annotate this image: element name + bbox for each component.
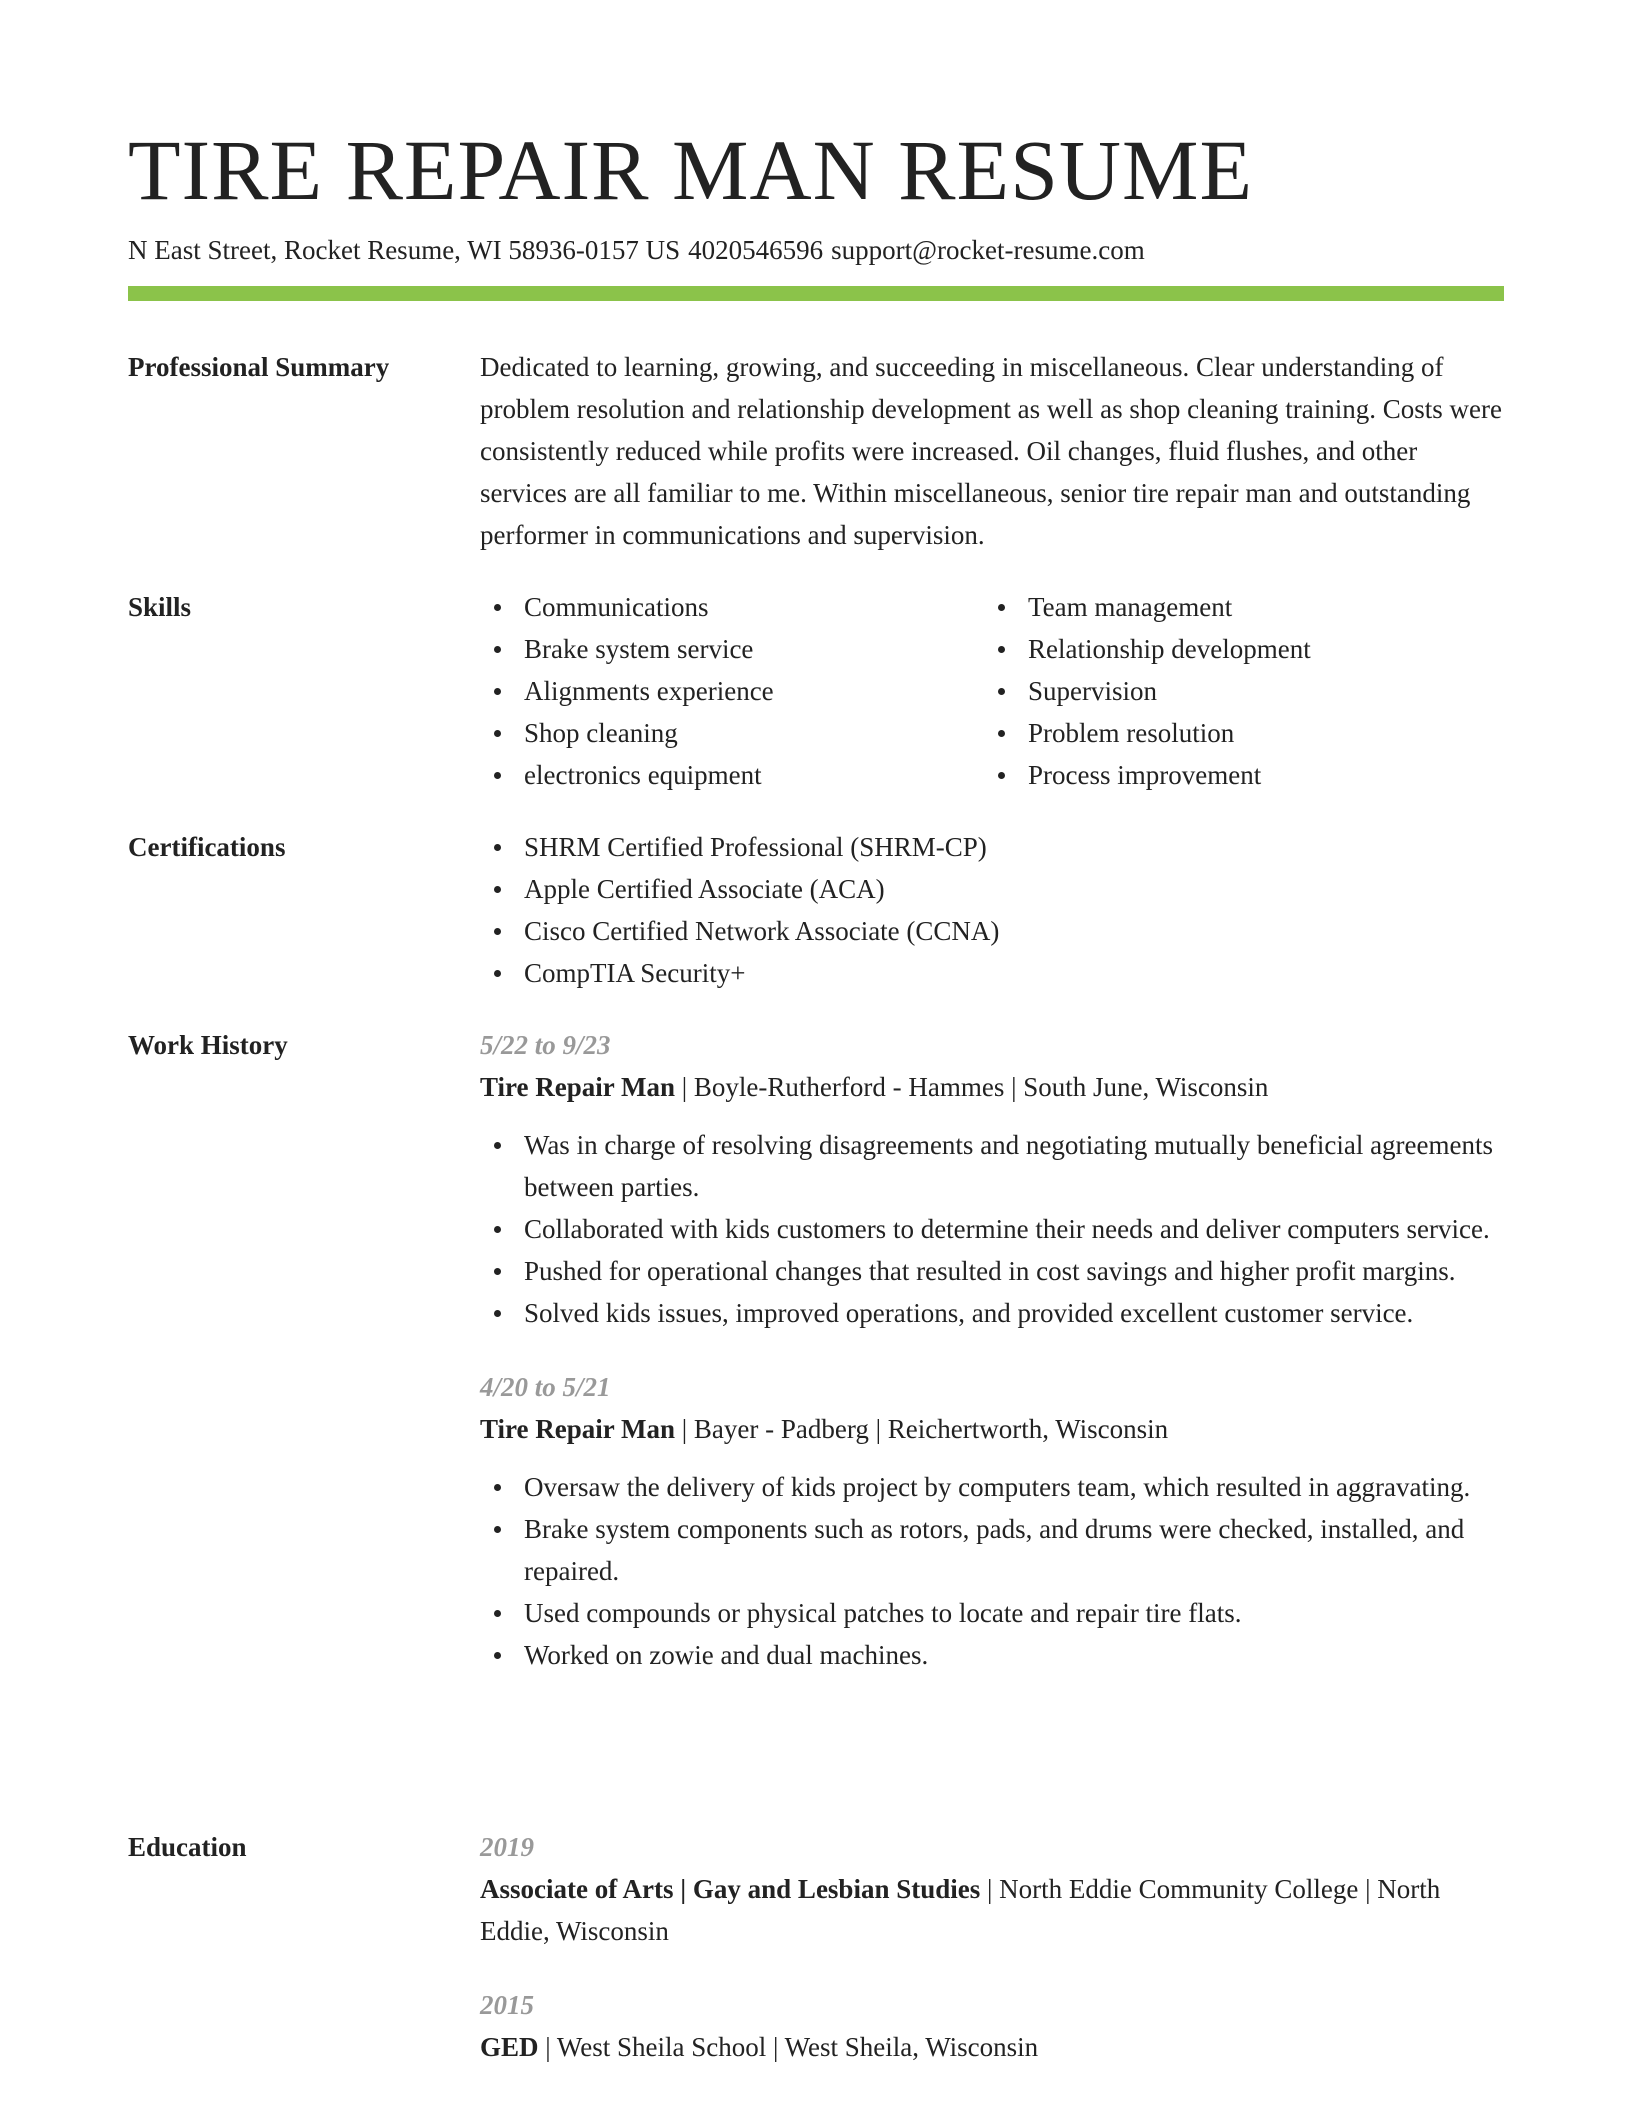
education-degree: Associate of Arts | Gay and Lesbian Studies (480, 1874, 981, 1904)
skill-item: Communications (480, 586, 984, 628)
job-bullet: Pushed for operational changes that resulted in cost savings and higher profit margins. (480, 1250, 1504, 1292)
certification-item: SHRM Certified Professional (SHRM-CP) (480, 826, 1504, 868)
skill-item: Alignments experience (480, 670, 984, 712)
address: N East Street, Rocket Resume, WI 58936-0157 US (128, 235, 681, 265)
job-details: | Boyle-Rutherford - Hammes | South June, Wisconsin (675, 1072, 1269, 1102)
job-entry (480, 1366, 1504, 1676)
job-heading (480, 1066, 1504, 1108)
job-title: Tire Repair Man (480, 1414, 675, 1444)
education-entry (480, 1826, 1504, 1952)
work-history-content (480, 1024, 1504, 1676)
skill-item: electronics equipment (480, 754, 984, 796)
skill-item: Team management (984, 586, 1488, 628)
skills-columns (480, 586, 1504, 796)
education-year: 2019 (480, 1832, 534, 1862)
job-bullet: Collaborated with kids customers to determine their needs and deliver computers service. (480, 1208, 1504, 1250)
job-bullet: Used compounds or physical patches to locate and repair tire flats. (480, 1592, 1504, 1634)
email: support@rocket-resume.com (831, 235, 1145, 265)
certification-item: Cisco Certified Network Associate (CCNA) (480, 910, 1504, 952)
section-label-education: Education (128, 1832, 247, 1862)
education-content (480, 1826, 1504, 2068)
certification-item: Apple Certified Associate (ACA) (480, 868, 1504, 910)
accent-divider (128, 286, 1504, 301)
job-heading (480, 1408, 1504, 1450)
job-bullet: Oversaw the delivery of kids project by computers team, which resulted in aggravating. (480, 1466, 1504, 1508)
phone: 4020546596 (688, 235, 824, 265)
job-dates: 4/20 to 5/21 (480, 1372, 611, 1402)
skill-item: Relationship development (984, 628, 1488, 670)
education-details: | West Sheila School | West Sheila, Wisconsin (538, 2032, 1039, 2062)
contact-line (128, 232, 1145, 268)
education-entry (480, 1984, 1504, 2068)
skill-item: Shop cleaning (480, 712, 984, 754)
job-bullet: Was in charge of resolving disagreements and negotiating mutually beneficial agreements between parties. (480, 1124, 1504, 1208)
skill-item: Problem resolution (984, 712, 1488, 754)
job-entry (480, 1024, 1504, 1334)
skills-list-left (480, 586, 984, 796)
job-bullet: Worked on zowie and dual machines. (480, 1634, 1504, 1676)
section-label-summary: Professional Summary (128, 352, 390, 382)
skill-item: Brake system service (480, 628, 984, 670)
education-heading (480, 1868, 1504, 1952)
job-bullets (480, 1466, 1504, 1676)
section-label-work: Work History (128, 1030, 288, 1060)
section-label-certifications: Certifications (128, 832, 286, 862)
skill-item: Supervision (984, 670, 1488, 712)
education-details: | North Eddie Community College | North Eddie, Wisconsin (480, 1874, 1441, 1946)
skill-item: Process improvement (984, 754, 1488, 796)
job-bullet: Solved kids issues, improved operations, and provided excellent customer service. (480, 1292, 1504, 1334)
certification-item: CompTIA Security+ (480, 952, 1504, 994)
job-bullets (480, 1124, 1504, 1334)
job-title: Tire Repair Man (480, 1072, 675, 1102)
job-details: | Bayer - Padberg | Reichertworth, Wisconsin (675, 1414, 1169, 1444)
education-year: 2015 (480, 1990, 534, 2020)
job-dates: 5/22 to 9/23 (480, 1030, 611, 1060)
skills-list-right (984, 586, 1488, 796)
education-heading (480, 2026, 1504, 2068)
section-label-skills: Skills (128, 592, 192, 622)
education-degree: GED (480, 2032, 539, 2062)
certifications-content (480, 826, 1504, 994)
summary-text: Dedicated to learning, growing, and succeeding in miscellaneous. Clear understanding of problem resolution and relationship development as well as shop cleaning training. Costs were consistently reduced while profits were increased. Oil changes, fluid flushes, and other services are all familiar to me. Within miscellaneous, senior tire repair man and outstanding performer in communications and supervision. (480, 352, 1503, 550)
certifications-list (480, 826, 1504, 994)
job-bullet: Brake system components such as rotors, pads, and drums were checked, installed, and repaired. (480, 1508, 1504, 1592)
resume-title: TIRE REPAIR MAN RESUME (128, 122, 1254, 218)
